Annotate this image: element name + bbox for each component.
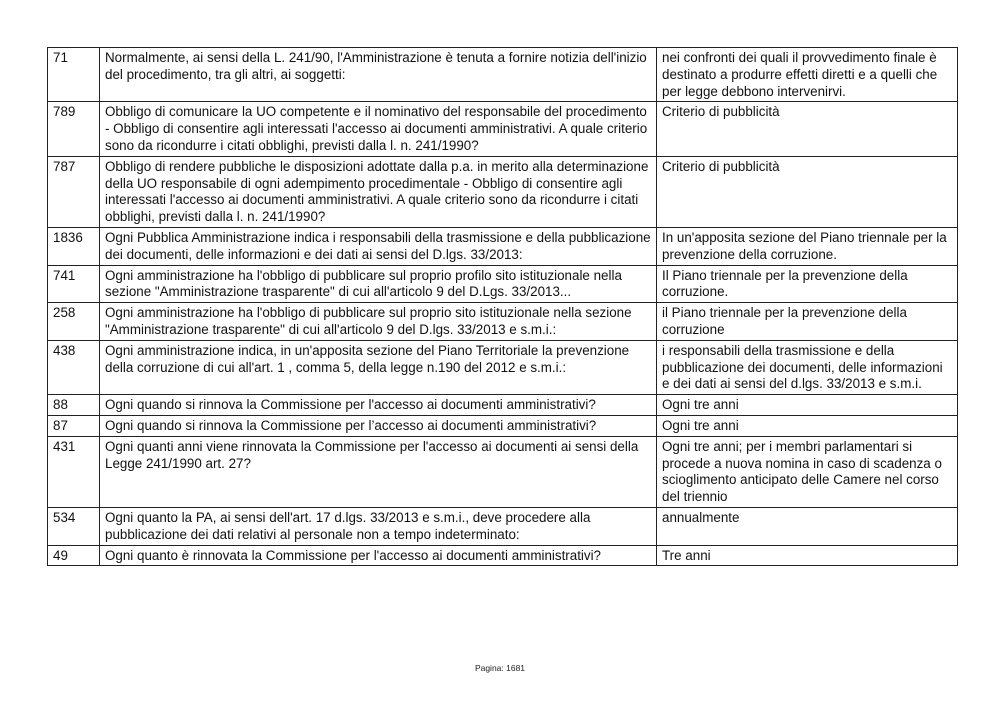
- question-text: Normalmente, ai sensi della L. 241/90, l'Amministrazione è tenuta a fornire notizia dell'inizio del procedimento, tra gli altri, ai soggetti:: [100, 48, 657, 102]
- question-id: 258: [48, 303, 100, 341]
- table-row: [48, 227, 958, 265]
- question-id: 88: [48, 395, 100, 416]
- answer-text: In un'apposita sezione del Piano triennale per la prevenzione della corruzione.: [657, 227, 958, 265]
- table-row: [48, 48, 958, 102]
- question-text: Ogni amministrazione ha l'obbligo di pubblicare sul proprio sito istituzionale nella sezione "Amministrazione trasparente" di cui all'articolo 9 del D.lgs. 33/2013 e s.m.i.:: [100, 303, 657, 341]
- answer-text: Ogni tre anni; per i membri parlamentari si procede a nuova nomina in caso di scadenza o scioglimento anticipato delle Camere nel corso del triennio: [657, 436, 958, 507]
- question-text: Ogni quanto la PA, ai sensi dell'art. 17 d.lgs. 33/2013 e s.m.i., deve procedere alla pubblicazione dei dati relativi al personale non a tempo indeterminato:: [100, 507, 657, 545]
- questions-table: [47, 47, 958, 566]
- question-id: 71: [48, 48, 100, 102]
- answer-text: Ogni tre anni: [657, 395, 958, 416]
- question-id: 438: [48, 340, 100, 394]
- question-text: Ogni amministrazione ha l'obbligo di pubblicare sul proprio profilo sito istituzionale nella sezione "Amministrazione trasparente" di cui all'articolo 9 del D.Lgs. 33/2013...: [100, 265, 657, 303]
- answer-text: nei confronti dei quali il provvedimento finale è destinato a produrre effetti diretti e a quelli che per legge debbono intervenirvi.: [657, 48, 958, 102]
- answer-text: i responsabili della trasmissione e della pubblicazione dei documenti, delle informazioni e dei dati ai sensi del d.lgs. 33/2013 e s.m.i.: [657, 340, 958, 394]
- table-row: [48, 156, 958, 227]
- question-id: 1836: [48, 227, 100, 265]
- question-text: Ogni quando si rinnova la Commissione per l'accesso ai documenti amministrativi?: [100, 395, 657, 416]
- answer-text: Ogni tre anni: [657, 415, 958, 436]
- table-row: [48, 303, 958, 341]
- question-id: 787: [48, 156, 100, 227]
- question-text: Ogni quanti anni viene rinnovata la Commissione per l'accesso ai documenti ai sensi della Legge 241/1990 art. 27?: [100, 436, 657, 507]
- question-id: 49: [48, 545, 100, 566]
- table-row: [48, 340, 958, 394]
- question-text: Ogni Pubblica Amministrazione indica i responsabili della trasmissione e della pubblicazione dei documenti, delle informazioni e dei dati ai sensi del D.lgs. 33/2013:: [100, 227, 657, 265]
- table-row: [48, 545, 958, 566]
- question-id: 87: [48, 415, 100, 436]
- answer-text: Criterio di pubblicità: [657, 156, 958, 227]
- question-text: Ogni amministrazione indica, in un'apposita sezione del Piano Territoriale la prevenzione della corruzione di cui all'art. 1 , comma 5, della legge n.190 del 2012 e s.m.i.:: [100, 340, 657, 394]
- table-row: [48, 102, 958, 156]
- question-id: 741: [48, 265, 100, 303]
- page-number: Pagina: 1681: [474, 663, 526, 673]
- answer-text: Il Piano triennale per la prevenzione della corruzione.: [657, 265, 958, 303]
- table-row: [48, 436, 958, 507]
- answer-text: Tre anni: [657, 545, 958, 566]
- question-text: Obbligo di comunicare la UO competente e il nominativo del responsabile del procedimento - Obbligo di consentire agli interessati l'accesso ai documenti amministrativi. A quale criterio sono da ricondurre i citati obblighi, previsti dalla l. n. 241/1990?: [100, 102, 657, 156]
- table-row: [48, 265, 958, 303]
- question-id: 431: [48, 436, 100, 507]
- table-row: [48, 507, 958, 545]
- question-text: Ogni quanto è rinnovata la Commissione per l'accesso ai documenti amministrativi?: [100, 545, 657, 566]
- question-text: Obbligo di rendere pubbliche le disposizioni adottate dalla p.a. in merito alla determinazione della UO responsabile di ogni adempimento procedimentale - Obbligo di consentire agli interessati l'accesso ai documenti amministrativi. A quale criterio sono da ricondurre i citati obblighi, previsti dalla l. n. 241/1990?: [100, 156, 657, 227]
- question-id: 534: [48, 507, 100, 545]
- question-id: 789: [48, 102, 100, 156]
- question-text: Ogni quando si rinnova la Commissione per l’accesso ai documenti amministrativi?: [100, 415, 657, 436]
- answer-text: annualmente: [657, 507, 958, 545]
- table-row: [48, 415, 958, 436]
- answer-text: Criterio di pubblicità: [657, 102, 958, 156]
- answer-text: il Piano triennale per la prevenzione della corruzione: [657, 303, 958, 341]
- table-row: [48, 395, 958, 416]
